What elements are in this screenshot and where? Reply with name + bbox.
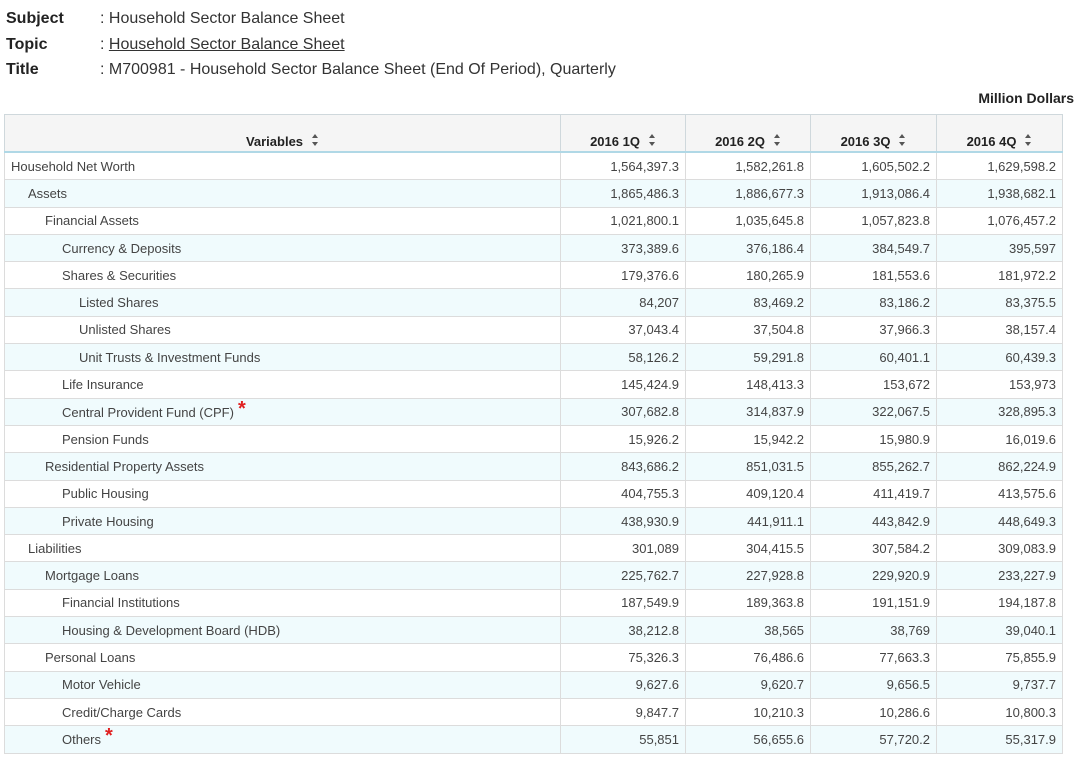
value-cell: 55,851 bbox=[561, 726, 686, 753]
sort-icon[interactable] bbox=[890, 134, 906, 149]
table-body bbox=[5, 152, 1063, 753]
value-cell: 411,419.7 bbox=[811, 480, 937, 507]
value-cell: 10,800.3 bbox=[937, 698, 1063, 725]
value-cell: 15,980.9 bbox=[811, 425, 937, 452]
table-row bbox=[5, 453, 1063, 480]
variable-cell bbox=[5, 698, 561, 725]
variable-label: Others bbox=[62, 732, 102, 748]
topic-label: Topic bbox=[6, 35, 48, 53]
table-row bbox=[5, 480, 1063, 507]
table-row bbox=[5, 180, 1063, 207]
topic-value bbox=[100, 36, 345, 54]
value-cell: 862,224.9 bbox=[937, 453, 1063, 480]
sort-icon[interactable] bbox=[640, 134, 656, 149]
value-cell: 314,837.9 bbox=[686, 398, 811, 425]
variable-label: Currency & Deposits bbox=[62, 240, 182, 256]
variable-label: Shares & Securities bbox=[62, 267, 177, 283]
value-cell: 441,911.1 bbox=[686, 507, 811, 534]
value-cell: 225,762.7 bbox=[561, 562, 686, 589]
variable-cell bbox=[5, 726, 561, 753]
units-label: Million Dollars bbox=[978, 90, 1074, 106]
value-cell: 57,720.2 bbox=[811, 726, 937, 753]
value-cell: 181,553.6 bbox=[811, 262, 937, 289]
value-cell: 75,326.3 bbox=[561, 644, 686, 671]
value-cell: 83,469.2 bbox=[686, 289, 811, 316]
subject-value: : Household Sector Balance Sheet bbox=[100, 10, 345, 27]
table-row bbox=[5, 726, 1063, 753]
value-cell: 229,920.9 bbox=[811, 562, 937, 589]
table-row bbox=[5, 617, 1063, 644]
value-cell: 1,076,457.2 bbox=[937, 207, 1063, 234]
value-cell: 1,021,800.1 bbox=[561, 207, 686, 234]
value-cell: 301,089 bbox=[561, 535, 686, 562]
table-row bbox=[5, 371, 1063, 398]
table-row bbox=[5, 562, 1063, 589]
table-row bbox=[5, 152, 1063, 180]
value-cell: 83,375.5 bbox=[937, 289, 1063, 316]
variable-label: Public Housing bbox=[62, 486, 149, 502]
table-row bbox=[5, 589, 1063, 616]
value-cell: 395,597 bbox=[937, 234, 1063, 261]
variable-cell bbox=[5, 152, 561, 180]
column-header-label: 2016 1Q bbox=[590, 134, 640, 149]
variable-label: Assets bbox=[28, 185, 68, 201]
value-cell: 9,847.7 bbox=[561, 698, 686, 725]
variable-label: Motor Vehicle bbox=[62, 677, 141, 693]
value-cell: 307,682.8 bbox=[561, 398, 686, 425]
variable-label: Household Net Worth bbox=[11, 158, 136, 174]
variable-cell bbox=[5, 371, 561, 398]
value-cell: 38,565 bbox=[686, 617, 811, 644]
value-cell: 404,755.3 bbox=[561, 480, 686, 507]
value-cell: 328,895.3 bbox=[937, 398, 1063, 425]
value-cell: 37,966.3 bbox=[811, 316, 937, 343]
value-cell: 15,926.2 bbox=[561, 425, 686, 452]
value-cell: 76,486.6 bbox=[686, 644, 811, 671]
title-label: Title bbox=[6, 61, 39, 78]
variable-label: Listed Shares bbox=[79, 295, 159, 311]
table-row bbox=[5, 425, 1063, 452]
value-cell: 1,035,645.8 bbox=[686, 207, 811, 234]
value-cell: 448,649.3 bbox=[937, 507, 1063, 534]
value-cell: 187,549.9 bbox=[561, 589, 686, 616]
footnote-star-icon[interactable]: * bbox=[237, 397, 246, 420]
value-cell: 1,057,823.8 bbox=[811, 207, 937, 234]
column-header-label: 2016 4Q bbox=[966, 134, 1017, 149]
value-cell: 75,855.9 bbox=[937, 644, 1063, 671]
sort-icon[interactable] bbox=[765, 134, 781, 149]
topic-link[interactable]: Household Sector Balance Sheet bbox=[108, 35, 345, 53]
value-cell: 38,769 bbox=[811, 617, 937, 644]
variable-cell bbox=[5, 453, 561, 480]
value-cell: 55,317.9 bbox=[937, 726, 1063, 753]
table-row bbox=[5, 316, 1063, 343]
variable-label: Unit Trusts & Investment Funds bbox=[79, 349, 261, 365]
value-cell: 1,582,261.8 bbox=[686, 152, 811, 180]
column-header-2016-1q[interactable] bbox=[561, 115, 686, 153]
value-cell: 189,363.8 bbox=[686, 589, 811, 616]
value-cell: 9,627.6 bbox=[561, 671, 686, 698]
variable-label: Housing & Development Board (HDB) bbox=[62, 622, 281, 638]
value-cell: 1,938,682.1 bbox=[937, 180, 1063, 207]
variable-label: Life Insurance bbox=[62, 377, 144, 393]
value-cell: 9,620.7 bbox=[686, 671, 811, 698]
table-row bbox=[5, 344, 1063, 371]
column-header-variables[interactable] bbox=[5, 115, 561, 153]
variable-cell bbox=[5, 344, 561, 371]
table-row bbox=[5, 398, 1063, 425]
value-cell: 9,737.7 bbox=[937, 671, 1063, 698]
variable-cell bbox=[5, 480, 561, 507]
value-cell: 409,120.4 bbox=[686, 480, 811, 507]
variable-cell bbox=[5, 398, 561, 425]
column-header-2016-4q[interactable] bbox=[937, 115, 1063, 153]
value-cell: 9,656.5 bbox=[811, 671, 937, 698]
sort-icon[interactable] bbox=[1016, 134, 1032, 149]
value-cell: 56,655.6 bbox=[686, 726, 811, 753]
table-row bbox=[5, 234, 1063, 261]
table-row bbox=[5, 535, 1063, 562]
value-cell: 179,376.6 bbox=[561, 262, 686, 289]
value-cell: 1,605,502.2 bbox=[811, 152, 937, 180]
value-cell: 1,564,397.3 bbox=[561, 152, 686, 180]
table-row bbox=[5, 644, 1063, 671]
value-cell: 413,575.6 bbox=[937, 480, 1063, 507]
variable-cell bbox=[5, 507, 561, 534]
value-cell: 851,031.5 bbox=[686, 453, 811, 480]
variable-cell bbox=[5, 234, 561, 261]
table-row bbox=[5, 262, 1063, 289]
value-cell: 153,672 bbox=[811, 371, 937, 398]
title-value: : M700981 - Household Sector Balance Sheet (End Of Period), Quarterly bbox=[100, 61, 616, 78]
variable-label: Financial Assets bbox=[45, 213, 139, 229]
variable-label: Liabilities bbox=[28, 540, 82, 556]
variable-cell bbox=[5, 180, 561, 207]
value-cell: 148,413.3 bbox=[686, 371, 811, 398]
table-row bbox=[5, 289, 1063, 316]
variable-label: Residential Property Assets bbox=[45, 458, 204, 474]
variable-cell bbox=[5, 289, 561, 316]
variable-cell bbox=[5, 207, 561, 234]
value-cell: 10,286.6 bbox=[811, 698, 937, 725]
value-cell: 843,686.2 bbox=[561, 453, 686, 480]
table-row bbox=[5, 671, 1063, 698]
value-cell: 438,930.9 bbox=[561, 507, 686, 534]
value-cell: 60,401.1 bbox=[811, 344, 937, 371]
value-cell: 58,126.2 bbox=[561, 344, 686, 371]
value-cell: 376,186.4 bbox=[686, 234, 811, 261]
column-header-2016-3q[interactable] bbox=[811, 115, 937, 153]
footnote-star-icon[interactable]: * bbox=[105, 725, 113, 748]
value-cell: 153,973 bbox=[937, 371, 1063, 398]
value-cell: 37,043.4 bbox=[561, 316, 686, 343]
value-cell: 181,972.2 bbox=[937, 262, 1063, 289]
table-row bbox=[5, 507, 1063, 534]
value-cell: 38,157.4 bbox=[937, 316, 1063, 343]
variable-label: Unlisted Shares bbox=[79, 322, 171, 338]
value-cell: 1,886,677.3 bbox=[686, 180, 811, 207]
value-cell: 37,504.8 bbox=[686, 316, 811, 343]
value-cell: 84,207 bbox=[561, 289, 686, 316]
value-cell: 38,212.8 bbox=[561, 617, 686, 644]
column-header-label: Variables bbox=[245, 134, 304, 149]
variable-label: Mortgage Loans bbox=[45, 568, 139, 584]
value-cell: 77,663.3 bbox=[811, 644, 937, 671]
value-cell: 194,187.8 bbox=[937, 589, 1063, 616]
value-cell: 227,928.8 bbox=[686, 562, 811, 589]
value-cell: 39,040.1 bbox=[937, 617, 1063, 644]
topic-prefix: : bbox=[100, 35, 109, 53]
column-header-2016-2q[interactable] bbox=[686, 115, 811, 153]
variable-label: Credit/Charge Cards bbox=[62, 704, 182, 720]
column-header-label: 2016 3Q bbox=[840, 134, 891, 149]
value-cell: 443,842.9 bbox=[811, 507, 937, 534]
variable-cell bbox=[5, 262, 561, 289]
variable-cell bbox=[5, 535, 561, 562]
variable-cell bbox=[5, 617, 561, 644]
value-cell: 233,227.9 bbox=[937, 562, 1063, 589]
value-cell: 60,439.3 bbox=[937, 344, 1063, 371]
balance-sheet-table bbox=[4, 114, 1063, 754]
value-cell: 145,424.9 bbox=[561, 371, 686, 398]
variable-cell bbox=[5, 316, 561, 343]
value-cell: 322,067.5 bbox=[811, 398, 937, 425]
table-row bbox=[5, 207, 1063, 234]
header-row bbox=[5, 115, 1063, 153]
column-header-label: 2016 2Q bbox=[715, 134, 765, 149]
value-cell: 59,291.8 bbox=[686, 344, 811, 371]
variable-label: Personal Loans bbox=[45, 649, 136, 665]
sort-icon[interactable] bbox=[303, 134, 319, 149]
value-cell: 307,584.2 bbox=[811, 535, 937, 562]
variable-label: Central Provident Fund (CPF) bbox=[62, 404, 234, 420]
subject-label: Subject bbox=[6, 10, 64, 27]
table-row bbox=[5, 698, 1063, 725]
variable-label: Financial Institutions bbox=[62, 595, 180, 611]
value-cell: 309,083.9 bbox=[937, 535, 1063, 562]
value-cell: 191,151.9 bbox=[811, 589, 937, 616]
variable-cell bbox=[5, 671, 561, 698]
value-cell: 855,262.7 bbox=[811, 453, 937, 480]
value-cell: 1,865,486.3 bbox=[561, 180, 686, 207]
value-cell: 304,415.5 bbox=[686, 535, 811, 562]
variable-label: Pension Funds bbox=[62, 431, 149, 447]
value-cell: 1,913,086.4 bbox=[811, 180, 937, 207]
value-cell: 1,629,598.2 bbox=[937, 152, 1063, 180]
value-cell: 16,019.6 bbox=[937, 425, 1063, 452]
variable-cell bbox=[5, 589, 561, 616]
variable-cell bbox=[5, 562, 561, 589]
variable-cell bbox=[5, 425, 561, 452]
variable-cell bbox=[5, 644, 561, 671]
value-cell: 15,942.2 bbox=[686, 425, 811, 452]
variable-label: Private Housing bbox=[62, 513, 154, 529]
value-cell: 83,186.2 bbox=[811, 289, 937, 316]
value-cell: 180,265.9 bbox=[686, 262, 811, 289]
value-cell: 384,549.7 bbox=[811, 234, 937, 261]
value-cell: 10,210.3 bbox=[686, 698, 811, 725]
value-cell: 373,389.6 bbox=[561, 234, 686, 261]
